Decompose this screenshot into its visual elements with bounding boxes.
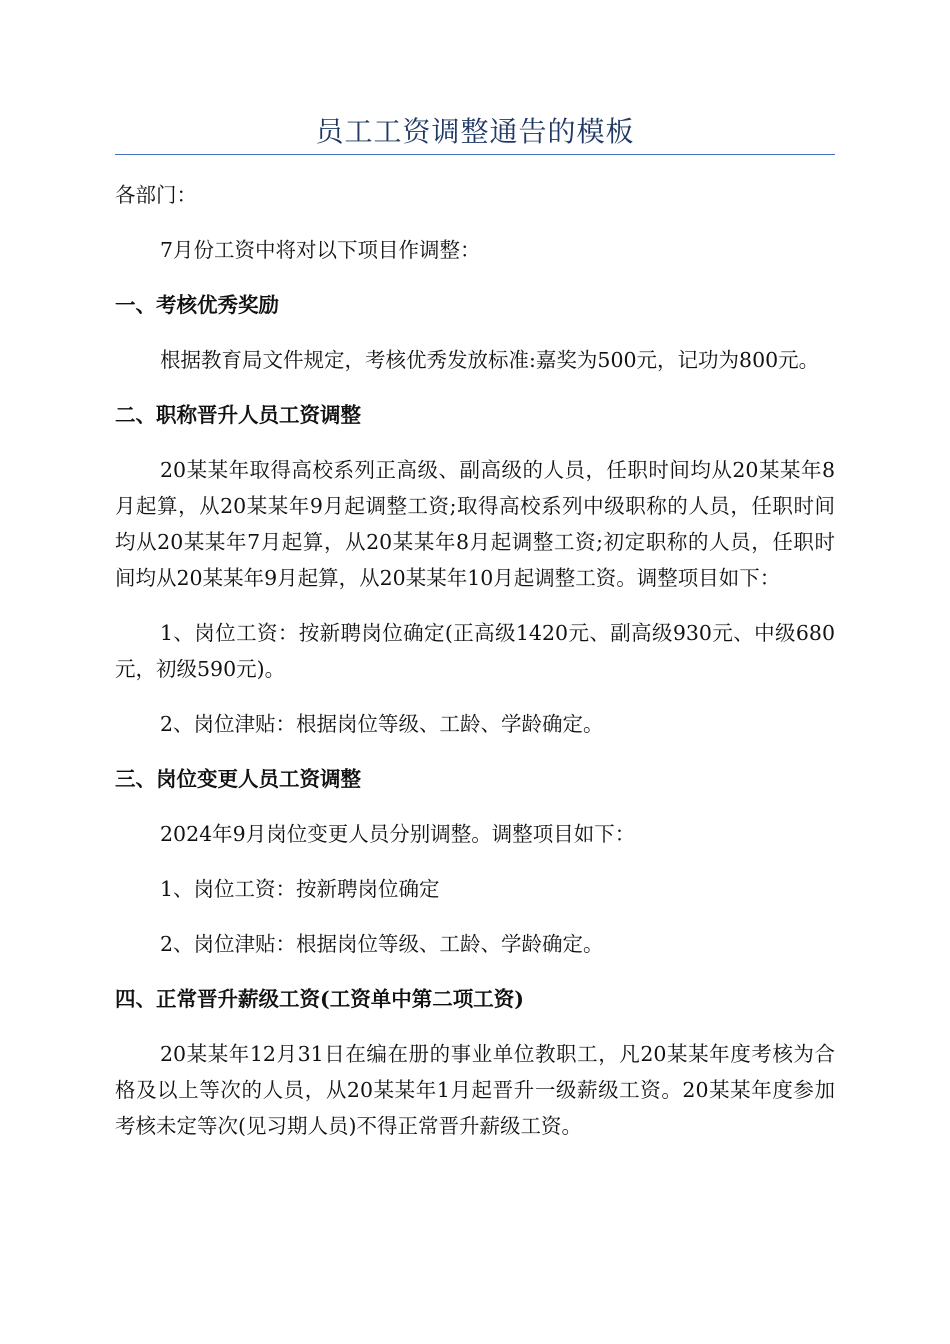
section-heading-4: 四、正常晋升薪级工资(工资单中第二项工资) <box>115 987 524 1011</box>
section-3-paragraph-3: 2、岗位津贴：根据岗位等级、工龄、学龄确定。 <box>160 932 604 956</box>
document-title: 员工工资调整通告的模板 <box>315 115 635 148</box>
section-2-paragraph-1: 20某某年取得高校系列正高级、副高级的人员，任职时间均从20某某年8月起算，从20某某年9月起调整工资;取得高校系列中级职称的人员，任职时间均从20某某年7月起算，从20某某年8月起调整工资;初定职称的人员，任职时间均从20某某年9月起算，从20某某年10月起调整工资。调整项目如下： <box>115 458 835 590</box>
salutation: 各部门： <box>115 183 197 207</box>
section-heading-3: 三、岗位变更人员工资调整 <box>115 767 361 791</box>
document-body <box>115 177 835 1144</box>
section-heading-2: 二、职称晋升人员工资调整 <box>115 403 361 427</box>
section-2-paragraph-2: 1、岗位工资：按新聘岗位确定(正高级1420元、副高级930元、中级680元，初级590元)。 <box>115 621 835 681</box>
section-2-paragraph-3: 2、岗位津贴：根据岗位等级、工龄、学龄确定。 <box>160 712 604 736</box>
title-underline <box>115 154 835 155</box>
section-3-paragraph-1: 2024年9月岗位变更人员分别调整。调整项目如下： <box>160 822 636 846</box>
section-4-paragraph-1: 20某某年12月31日在编在册的事业单位教职工，凡20某某年度考核为合格及以上等次的人员，从20某某年1月起晋升一级薪级工资。20某某年度参加考核未定等次(见习期人员)不得正常晋升薪级工资。 <box>115 1042 835 1138</box>
section-3-paragraph-2: 1、岗位工资：按新聘岗位确定 <box>160 877 440 901</box>
section-1-paragraph-1: 根据教育局文件规定，考核优秀发放标准:嘉奖为500元，记功为800元。 <box>160 348 820 372</box>
intro-paragraph: 7月份工资中将对以下项目作调整： <box>160 238 481 262</box>
section-heading-1: 一、考核优秀奖励 <box>115 293 279 317</box>
